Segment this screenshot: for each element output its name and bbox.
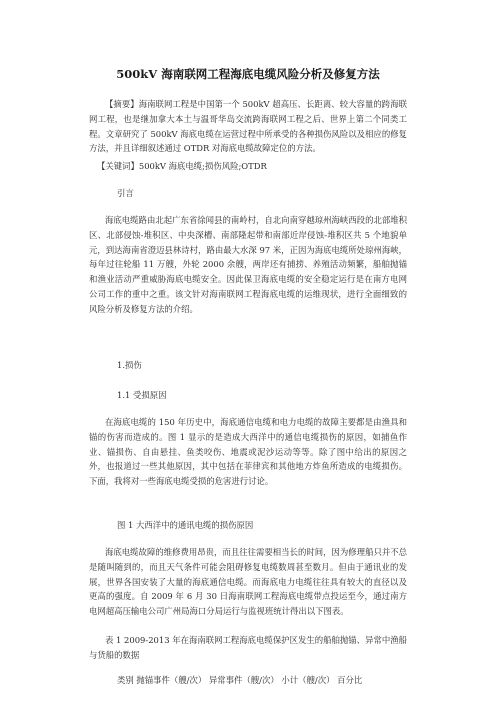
intro-heading: 引言 <box>117 188 134 198</box>
table-1-header-row: 类别 抛锚事件（艘/次） 异常事件（艘/次） 小计（艘/次） 百分比 <box>117 675 363 685</box>
section-1-1-paragraph: 在海底电缆的 150 年历史中，海底通信电缆和电力电缆的故障主要都是由渔具和锚的伤害而造成的。图 1 显示的是造成大西洋中的通信电缆损伤的原因，如捕鱼作业、锚损伤、自由悬挂、鱼类咬伤、地震或泥沙运动等等。除了图中给出的原因之外，也报道过一些其他原因，其中包括在菲律宾和其他地方炸鱼所造成的电缆损伤。下面，我将对一些海底电缆受损的危害进行讨论。 <box>89 417 407 487</box>
intro-paragraph: 海底电缆路由北起广东省徐闻县的南岭村，自北向南穿越琼州海峡西段的北部堆积区、北部侵蚀-堆积区、中央深槽、南部隆起带和南部近岸侵蚀-堆积区共 5 个地貌单元，到达海南省澄迈县林诗村，路由最大水深 97 米，正因为海底电缆所处琼州海峡，每年过往轮船 11 万艘，外轮 2000 余艘，两岸还有捕捞、养殖活动频繁，船舶抛锚和渔业活动严重威胁海底电缆安全。因此保卫海底电缆的安全稳定运行是在南方电网公司工作的重中之重。该文针对海南联网工程海底电缆的运维现状，进行全面细致的风险分析及修复方法的介绍。 <box>89 215 407 314</box>
document-title: 500kV 海南联网工程海底电缆风险分析及修复方法 <box>116 67 380 81</box>
figure-1-caption: 图 1 大西洋中的通讯电缆的损伤原因 <box>117 520 254 530</box>
keywords-line: 【关键词】500kV 海底电缆;损伤风险;OTDR <box>97 161 267 171</box>
repair-paragraph: 海底电缆故障的维修费用昂贵，而且往往需要相当长的时间，因为修理船只并不总是随叫随到的，而且天气条件可能会阻碍修复电缆数周甚至数月。但由于通讯业的发展，世界各国安装了大量的海底通信电缆。而海底电力电缆往往具有较大的直径以及更高的强度。自 2009 年 6 月 30 日海南联网工程海底电缆带点投运至今，通过南方电网超高压输电公司广州局海口分局运行与监视班统计得出以下图表。 <box>89 547 407 617</box>
table-1-caption: 表 1 2009-2013 年在海南联网工程海底电缆保护区发生的船舶抛锚、异常中渔船与货船的数据 <box>89 635 407 660</box>
section-1-heading: 1.损伤 <box>117 360 142 370</box>
abstract-paragraph: 【摘要】海南联网工程是中国第一个 500kV 超高压、长距离、较大容量的跨海联网工程，也是继加拿大本土与温哥华岛交流跨海联网工程之后、世界上第二个同类工程。文章研究了 500kV 海底电缆在运营过程中所承受的各种损伤风险以及相应的修复方法，并且详细叙述通过 OTDR 对海底电缆故障定位的方法。 <box>89 99 407 154</box>
section-1-1-heading: 1.1 受损原因 <box>117 390 167 400</box>
